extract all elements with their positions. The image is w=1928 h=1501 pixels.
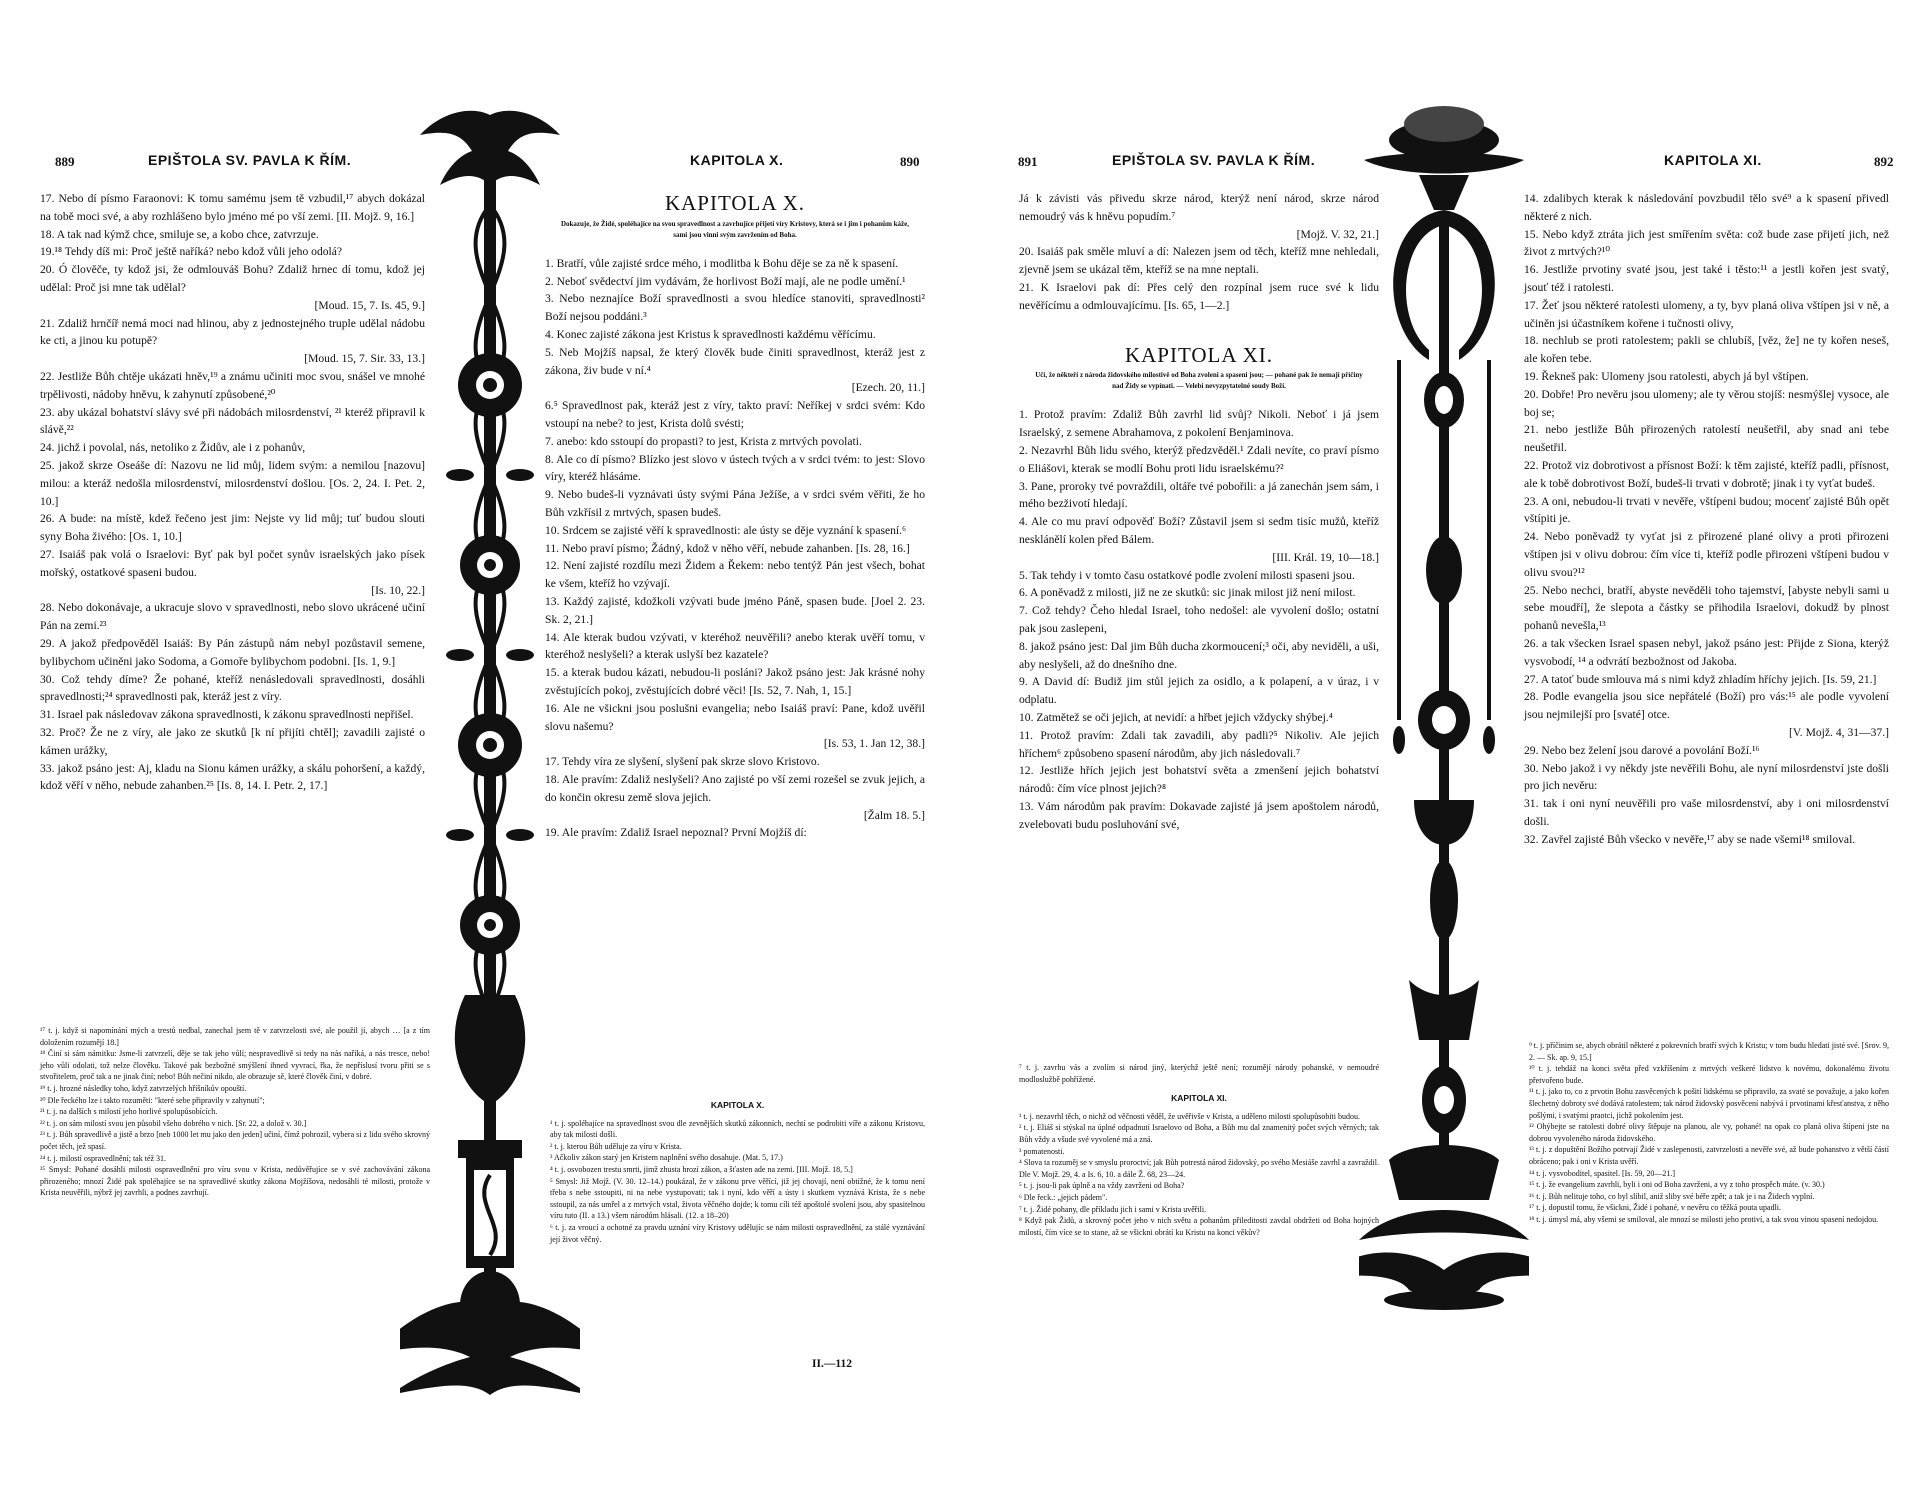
running-header-left: EPIŠTOLA SV. PAVLA K ŘÍM. bbox=[1112, 152, 1316, 168]
footnote: ⁴ Slova ta rozuměj se v smyslu proroctví; jak Bůh potrestá národ židovský, po svého Mesiáše zavrhl a zavraždil. Dle V. Mojž. 29, 4. a Is. 6, 10. a dále Ž. 68, 23—24. bbox=[1019, 1158, 1379, 1179]
verse-paragraph: Já k závisti vás přivedu skrze národ, kterýž není národ, skrze národ nemoudrý vás k hněvu popudím.⁷ bbox=[1019, 192, 1379, 223]
verse-paragraph: 20. Ó člověče, ty kdož jsi, že odmlouváš Bohu? Zdaliž hrnec dí tomu, kdož jej udělal: Proč jsi mne tak udělal? bbox=[40, 263, 425, 294]
verse-paragraph: 31. Israel pak následovav zákona spravedlnosti, k zákonu spravedlnosti nepřišel. bbox=[40, 708, 414, 722]
verse-paragraph: 30. Což tehdy díme? Že pohané, kteříž nenásledovali spravedlnosti, dosáhli spravedlnosti;²⁴ spravedlnosti pak, kteráž jest z víry. bbox=[40, 672, 425, 704]
footnotes-heading: KAPITOLA X. bbox=[710, 1100, 765, 1110]
verse-paragraph: 3. Pane, proroky tvé povraždili, oltáře tvé pobořili: a já zanechán jsem sám, i mého bezživotí hledají. bbox=[1019, 479, 1379, 511]
verse-paragraph: 1. Protož pravím: Zdaliž Bůh zavrhl lid svůj? Nikoli. Neboť i já jsem Israelský, z semene Abrahamova, z pokolení Benjaminova. bbox=[1019, 408, 1379, 440]
chapter-title: KAPITOLA XI. bbox=[1124, 342, 1274, 367]
verse-paragraph: 27. A tatoť bude smlouva má s nimi když zhladím hříchy jejich. [Is. 59, 21.] bbox=[1524, 672, 1877, 686]
verse-paragraph: 2. Nezavrhl Bůh lidu svého, kterýž předzvěděl.¹ Zdali nevíte, co praví písmo o Eliášovi, kterak se modlí Bohu proti lidu israelskému?² bbox=[1019, 443, 1379, 475]
verse-paragraph: 8. jakož psáno jest: Dal jim Bůh ducha zkormoucení;³ oči, aby neviděli, a uši, aby neslyšeli, až do dnešního dne. bbox=[1019, 639, 1379, 671]
verse-paragraph: 21. K Israelovi pak dí: Přes celý den rozpínal jsem ruce své k lidu nevěřícímu a odmlouvajícímu. [Is. 65, 1—2.] bbox=[1019, 280, 1379, 312]
ornamental-lamp-column bbox=[1359, 100, 1529, 1500]
verse-paragraph: 4. Konec zajisté zákona jest Kristus k spravedlnosti každému věřícímu. bbox=[545, 327, 876, 341]
verse-paragraph: 8. Ale co dí písmo? Blízko jest slovo v ústech tvých a v srdci tvém: to jest: Slovo víry, kteréž hlásáme. bbox=[545, 452, 925, 484]
verse-paragraph: 14. Ale kterak budou vzývati, v kteréhož neuvěřili? anebo kterak uvěří tomu, v kteréhož neslyšeli? a kterak uslyší bez kazatele? bbox=[545, 630, 925, 662]
footnotes-left bbox=[1019, 1062, 1379, 1238]
signature-mark: II.—112 bbox=[812, 1358, 852, 1370]
verse-paragraph: 7. anebo: kdo sstoupí do propasti? to jest, Krista z mrtvých povolati. bbox=[545, 434, 862, 448]
footnote: ² t. j. Eliáš si stýskal na úplné odpadnutí Israelovo od Boha, a Bůh mu dal znamenitý počet svých věrných; tak Bůh vždy a všude své vyvolené má a zná. bbox=[1019, 1123, 1379, 1144]
verse-paragraph: 2. Neboť svědectví jim vydávám, že horlivost Boží mají, ale ne podle umění.¹ bbox=[545, 274, 906, 288]
verse-paragraph: 10. Srdcem se zajisté věří k spravedlnosti: ale ústy se děje vyznání k spasení.⁶ bbox=[545, 523, 907, 537]
verse-paragraph: 6.⁵ Spravedlnost pak, kteráž jest z víry, takto praví: Neříkej v srdci svém: Kdo vstoupí na nebe? to jest, Krista dolů svésti; bbox=[545, 399, 925, 430]
verse-paragraph: [Is. 10, 22.] bbox=[371, 583, 425, 597]
footnote: ¹⁷ t. j. dopustil tomu, že všickni, Židé i pohané, v nevěru co těžká pouta upadli. bbox=[1529, 1203, 1782, 1213]
verse-paragraph: 19.¹⁸ Tehdy díš mi: Proč ještě naříká? nebo kdož vůli jeho odolá? bbox=[40, 245, 343, 259]
footnote: ¹⁸ Činí si sám námitku: Jsme-li zatvrzelí, děje se tak jeho vůlí; nespravedlivě si tedy na nás naříká, a nás tresce, nebo! jeho vůli odolati, tož nelze člověku. Takové pak bezbožné smýšlení ihned vyvrací, řka, že nepříslusí tvoru přiti se s stvořitelem, proč tak a ne jinak činí; nebo! Bůh nečiní nikdo, ale obrazuje sě, které člověk činí, v dobré. bbox=[40, 1049, 430, 1082]
verse-paragraph: 13. Vám národům pak pravím: Dokavade zajisté já jsem apoštolem národů, zvelebovati budu posluhování své, bbox=[1019, 799, 1379, 831]
text-column-right bbox=[545, 191, 925, 842]
verse-paragraph: 19. Řekneš pak: Ulomeny jsou ratolesti, abych já byl vštípen. bbox=[1524, 369, 1809, 383]
footnote: ¹⁹ t. j. hrozné následky toho, když zatvrzelých hříšníkův opouští. bbox=[40, 1083, 247, 1093]
verse-paragraph: 17. Nebo dí písmo Faraonovi: K tomu samému jsem tě vzbudil,¹⁷ abych dokázal na tobě moci své, a aby rozhlášeno bylo jméno mé po vší zemi. [II. Mojž. 9, 16.] bbox=[40, 192, 425, 223]
verse-paragraph: 24. Nebo poněvadž ty vyťat jsi z přirozené plané olivy a proti přirozeni vštípen jsi v olivu dobrou: čím více ti, kteříž podle přirozeni vštípeni budou v olivu svou?¹² bbox=[1524, 530, 1889, 579]
verse-paragraph: 18. Ale pravím: Zdaliž neslyšeli? Ano zajisté po vší zemi rozešel se zvuk jejich, a do končin okresu země slova jejich. bbox=[545, 772, 925, 804]
running-header-right: KAPITOLA X. bbox=[690, 152, 784, 168]
verse-paragraph: 33. jakož psáno jest: Aj, kladu na Sionu kámen urážky, a skálu pohoršení, a každý, kdož věří v něho, nebude zahanben.²⁵ [Is. 8, 14. I. Petr. 2, 17.] bbox=[40, 761, 425, 793]
footnotes-left bbox=[40, 1025, 430, 1199]
footnote: ² t. j. kterou Bůh uděluje za víru v Krista. bbox=[550, 1141, 682, 1151]
verse-paragraph: 12. Není zajisté rozdílu mezi Židem a Řekem: nebo tentýž Pán jest všech, bohat ke všem, kteříž ho vzývají. bbox=[545, 559, 925, 591]
verse-paragraph: [Ezech. 20, 11.] bbox=[851, 381, 925, 395]
footnote: ⁸ Když pak Židů, a skrovný počet jeho v nich světu a pohanům přileditosti zavdal obdržeti od Boha hojných milostí, čím více se to stane, až se všickni obrátí ku Kristu na konci věkův? bbox=[1019, 1216, 1379, 1237]
chapter-summary: Učí, že někteří z národa židovského milostivě od Boha zvoleni a spaseni jsou; — pohané pak že nemají příčiny nad Židy se vypínati. — Velebí nevyzpytatelné soudy Boží. bbox=[1035, 371, 1363, 391]
verse-paragraph: 13. Každý zajisté, kdožkoli vzývati bude jméno Páně, spasen bude. [Joel 2. 23. Sk. 2, 21.] bbox=[545, 594, 925, 626]
footnote: ¹³ t. j. z dopuštění Božího potrvají Židé v zaslepenosti, zatvrzelosti a nevěře své, až bude pohanstvo z větší částí obráceno; pak i oni v Krista uvěří. bbox=[1529, 1145, 1889, 1166]
verse-paragraph: 25. Nebo nechci, bratří, abyste nevěděli toho tajemství, [abyste nebyli sami u sebe moudří], že slepota a částky se přihodila Israelovi, dokudž by plnost pohanů nevešla,¹³ bbox=[1524, 583, 1889, 633]
verse-paragraph: [Mojž. V. 32, 21.] bbox=[1296, 227, 1379, 241]
footnote: ²² t. j. on sám milostí svou jen působil všeho dobrého v nich. [Sr. 22, a dolož v. 30.] bbox=[40, 1118, 307, 1128]
verse-paragraph: 16. Jestliže prvotiny svaté jsou, jest také i těsto:¹¹ a jestli kořen jest svatý, jsouť též i ratolesti. bbox=[1524, 263, 1889, 294]
verse-paragraph: 27. Isaiáš pak volá o Israelovi: Byť pak byl počet synův israelských jako písek mořský, ostatkové spaseni budou. bbox=[40, 547, 425, 579]
verse-paragraph: 31. tak i oni nyní neuvěřili pro vaše milosrdenství, aby i oni milosrdenství došli. bbox=[1524, 797, 1889, 828]
verse-paragraph: [V. Mojž. 4, 31—37.] bbox=[1789, 725, 1889, 739]
footnote: ²¹ t. j. na dalších s milostí jeho horlivé spolupůsobících. bbox=[40, 1107, 218, 1117]
footnote: ⁹ t. j. příčinim se, abych obrátil některé z pokrevních bratří svých k Kristu; v tom budu hledati jisté své. [Srov. 9, 2. — Sk. ap. 9, 15.] bbox=[1529, 1041, 1889, 1062]
verse-paragraph: 3. Nebo neznajíce Boží spravedlnosti a svou hledíce stanoviti, spravedlnosti² Boží nejsou poddáni.³ bbox=[545, 292, 925, 324]
verse-paragraph: 16. Ale ne všickni jsou poslušni evangelia; nebo Isaiáš praví: Pane, kdož uvěřil slovu našemu? bbox=[545, 701, 925, 733]
verse-paragraph: 21. Zdaliž hrnčíř nemá moci nad hlinou, aby z jednostejného truple udělal nádobu ke cti, a jinou ku potupě? bbox=[40, 316, 425, 348]
footnote: ⁴ t. j. osvobozen trestu smrti, jimž zhusta hrozí zákon, a šťasten ade na zemi. [III. Mojž. 18, 5.] bbox=[550, 1164, 853, 1174]
verse-paragraph: 32. Zavřel zajisté Bůh všecko v nevěře,¹⁷ aby se nade všemi¹⁸ smiloval. bbox=[1524, 832, 1856, 846]
verse-paragraph: 11. Protož pravím: Zdali tak zavadili, aby padli?⁵ Nikoliv. Ale jejich hříchem⁶ způsobeno spasení národům, aby jich následovali.⁷ bbox=[1019, 728, 1379, 760]
footnotes-heading: KAPITOLA XI. bbox=[1171, 1093, 1227, 1104]
verse-paragraph: 23. aby ukázal bohatství slávy své při nádobách milosrdenství, ²¹ kteréž připravil k slávě,²² bbox=[40, 405, 425, 437]
verse-paragraph: 14. zdalibych kterak k následování povzbudil tělo své⁹ a k spasení přivedl některé z nich. bbox=[1524, 192, 1889, 223]
verse-paragraph: 17. Tehdy víra ze slyšení, slyšení pak skrze slovo Kristovo. bbox=[545, 755, 820, 769]
verse-paragraph: 26. A bude: na místě, kdež řečeno jest jim: Nejste vy lid můj; tuť budou slouti syny Boha živého: [Os. 1, 10.] bbox=[40, 512, 425, 544]
verse-paragraph: 23. A oni, nebudou-li trvati v nevěře, vštípeni budou; mocenť zajisté Bůh opět vštípiti je. bbox=[1524, 494, 1889, 526]
running-header-left: EPIŠTOLA SV. PAVLA K ŘÍM. bbox=[148, 152, 352, 168]
verse-paragraph: [III. Král. 19, 10—18.] bbox=[1272, 550, 1379, 564]
verse-paragraph: 25. jakož skrze Oseáše dí: Nazovu ne lid můj, lidem svým: a nemilou [nazovu] milou: a kteráž nedošla milosrdenství, milosrdenství došlou. [Os. 2, 24. I. Pet. 2, 10.] bbox=[40, 458, 425, 508]
footnote: ⁶ Dle řeck.: „jejich pádem". bbox=[1019, 1192, 1108, 1202]
footnotes-right bbox=[550, 1100, 925, 1245]
right-page bbox=[964, 0, 1928, 1501]
footnote: ⁵ t. j. jsou-li pak úplně a na vždy zavrženi od Boha? bbox=[1019, 1181, 1185, 1191]
verse-paragraph: 15. Nebo když ztráta jich jest smířením světa: což bude zase přijetí jich, než život z mrtvých?¹⁰ bbox=[1524, 227, 1889, 259]
verse-paragraph: 22. Protož viz dobrotivost a přísnost Boží: k těm zajisté, kteříž padli, přísnost, ale k tobě dobrotivost Boží, budeš-li trvati v dobrotě; jinak i ty vyťat budeš. bbox=[1524, 458, 1889, 490]
footnote: ²³ t. j. Bůh spravedlivě a jistě a brzo [neb 1000 let mu jako den jeden] učiní, čímž pohrozil, vybera si z lidu svého skrovný počet těch, jež spasí. bbox=[40, 1130, 430, 1151]
verse-paragraph: 24. jichž i povolal, nás, netoliko z Židův, ale i z pohanův, bbox=[40, 441, 306, 455]
footnote: ¹ t. j. nezavrhl těch, o nichž od věčnosti věděl, že uvěřivše v Krista, a uděleno milosti spolupůsobiti budou. bbox=[1019, 1111, 1360, 1121]
verse-paragraph: 5. Tak tehdy i v tomto času ostatkové podle zvolení milosti spaseni jsou. bbox=[1019, 568, 1355, 582]
footnote: ¹² Ohýbejte se ratolesti dobré olivy štěpuje na planou, ale vy, pohané! na opak co planá oliva štípeni jste na dobrou vyvoleného národa židovského. bbox=[1529, 1122, 1889, 1143]
verse-paragraph: 21. nebo jestliže Bůh přirozených ratolestí neušetřil, aby snad ani tebe neušetřil. bbox=[1524, 423, 1889, 455]
verse-paragraph: 12. Jestliže hřích jejich jest bohatství světa a zmenšení jejich bohatství národů: čím více plnost jejich?⁸ bbox=[1019, 764, 1379, 796]
footnote: ¹⁷ t. j. když si napomínání mých a trestů nedbal, zanechal jsem tě v zatvrzelosti své, ale použil jí, abych … [a z tím doložením rozumějí 18.] bbox=[40, 1026, 430, 1047]
page-number-left: 889 bbox=[55, 154, 75, 169]
verse-paragraph: 28. Nebo dokonávaje, a ukracuje slovo v spravedlnosti, nebo slovo ukrácené učiní Pán na zemi.²³ bbox=[40, 601, 425, 633]
footnote: ¹ t. j. spoléhajíce na spravedlnost svou dle zevnějších skutků zákonních, nechtí se podrobiti víře a zákonu Kristovu, aby tak milosti došli. bbox=[550, 1118, 925, 1140]
verse-paragraph: 6. A poněvadž z milosti, již ne ze skutků: sic jinak milost již není milost. bbox=[1019, 586, 1356, 600]
footnote: ³ pomatenosti. bbox=[1019, 1146, 1065, 1156]
footnote: ¹⁸ t. j. úmysl má, aby všemi se smiloval, ale mnozí se milosti jeho protiví, a tak svou vinou spasení nedojdou. bbox=[1529, 1214, 1879, 1224]
text-column-left bbox=[1019, 190, 1379, 834]
verse-paragraph: 4. Ale co mu praví odpověď Boží? Zůstavil jsem si sedm tisíc mužů, kteříž nesklánělí kolen před Bálem. bbox=[1019, 515, 1379, 546]
footnote: ¹⁰ t. j. tehdáž na konci světa před vzkříšením z mrtvých veškeré lidstvo k novému, dokonalému životu přetvořeno bude. bbox=[1529, 1064, 1889, 1085]
verse-paragraph: 7. Což tehdy? Čeho hledal Israel, toho nedošel: ale vyvolení došlo; ostatní pak jsou zaslepeni, bbox=[1019, 604, 1379, 635]
footnote: ¹¹ t. j. jako to, co z prvotin Bohu zasvěcených k pošití lidskému se připravilo, za svaté se považuje, a jako kořen šlechetný dobroty své dodává ratolestem; tak národ židovský posvěcení nabývá i prvotinami křesťanstva, z něho pošlými, i svatými praotci, jichž pokolením jest. bbox=[1529, 1087, 1889, 1120]
chapter-summary: Dokazuje, že Židé, spoléhajíce na svou spravedlnost a zavrhujíce přijetí víry Kristovy, která se i jim i pohanům káže, sami jsou vinni svým zavržením od Boha. bbox=[560, 219, 910, 239]
verse-paragraph: 29. A jakož předpověděl Isaiáš: By Pán zástupů nám nebyl pozůstavil semene, bylibychom učiněni jako Sodoma, a Gomoře bylibychom podobni. [Is. 1, 9.] bbox=[40, 636, 425, 668]
footnote: ⁶ t. j. za vroucí a ochotné za pravdu uznání víry Kristovy udělujíc se nám milosti ospravedlnění, za stálé vyznávání její život věčný. bbox=[550, 1222, 925, 1244]
verse-paragraph: 29. Nebo bez želení jsou darové a povolání Boží.¹⁶ bbox=[1524, 743, 1760, 757]
verse-paragraph: 20. Isaiáš pak směle mluví a dí: Nalezen jsem od těch, kteříž mne nehledali, zjevně jsem se ukázal těm, kteříž se na mne neptali. bbox=[1019, 245, 1379, 277]
verse-paragraph: 5. Neb Mojžíš napsal, že který člověk bude činiti spravedlnost, kteráž jest z zákona, živ bude v ní.⁴ bbox=[545, 345, 925, 377]
verse-paragraph: 32. Proč? Že ne z víry, ale jako ze skutků [k ní přijíti chtěl]; zavadili zajisté o kámen urážky, bbox=[40, 725, 425, 757]
verse-paragraph: 9. A David dí: Budiž jim stůl jejich za osidlo, a k polapení, a v úraz, i v odplatu. bbox=[1019, 675, 1379, 707]
page-number-right: 890 bbox=[900, 154, 920, 169]
running-header-right: KAPITOLA XI. bbox=[1664, 152, 1762, 168]
verse-paragraph: 9. Nebo budeš-li vyznávati ústy svými Pána Ježíše, a v srdci svém věřiti, že ho Bůh vzkřísil z mrtvých, spasen budeš. bbox=[545, 488, 925, 519]
footnote: ⁵ Smysl: Již Mojž. (V. 30. 12–14.) poukázal, že v zákonu prve věřící, již jej chovají, není obtížné, že k tomu není třeba s nebe sstoupiti, ni na nebe vystupovati; tak i nyní, kdo věří a ústy i skutkem vyznává Krista, že s nebe sstoupil, za nás umřel a z mrtvých vstal, života věčného dojde; k tomu cíli též apoštolé svolení jsou, aby spasitelnou víru tuto (II. a 13.) všem národům hlásali. (12. a 18–20) bbox=[550, 1176, 925, 1221]
verse-paragraph: 20. Dobře! Pro nevěru jsou ulomeny; ale ty věrou stojíš: nesmýšlej vysoce, ale boj se; bbox=[1524, 387, 1889, 419]
verse-paragraph: [Moud. 15, 7. Is. 45, 9.] bbox=[314, 298, 425, 312]
verse-paragraph: 17. Žeť jsou některé ratolesti ulomeny, a ty, byv planá oliva vštípen jsi v ně, a učiněn jsi účastníkem kořene i tučnosti olivy, bbox=[1524, 298, 1889, 330]
verse-paragraph: 28. Podle evangelia jsou sice nepřátelé (Boží) pro vás:¹⁵ ale podle vyvolení jsou nejmilejší pro [svaté] otce. bbox=[1524, 690, 1889, 722]
footnote: ⁷ t. j. Židé pohany, dle příkladu jich i sami v Krista uvěřili. bbox=[1019, 1204, 1207, 1214]
verse-paragraph: 15. a kterak budou kázati, nebudou-li posláni? Jakož psáno jest: Jak krásné nohy zvěstujících pokoj, zvěstujících dobré věci! [Is. 52, 7. Nah, 1, 15.] bbox=[545, 666, 925, 697]
verse-paragraph: 19. Ale pravím: Zdaliž Israel nepoznal? První Mojžíš dí: bbox=[545, 826, 807, 840]
footnote: ²⁵ Smysl: Pohané dosáhli milosti ospravedlnění pro víru svou v Krista, nedůvěřujíce se v své zachovávání zákona přirozeného; mnozí Židé pak spoléhajíce se na spravedlivé skutky zákona Mojžíšova, nedosáhli té milosti, protože v Krista neuvěřili, nýbrž jej zavrhli, a podnes zavrhují. bbox=[40, 1165, 430, 1198]
verse-paragraph: 1. Bratří, vůle zajisté srdce mého, i modlitba k Bohu děje se za ně k spasení. bbox=[545, 256, 899, 270]
verse-paragraph: [Moud. 15, 7. Sir. 33, 13.] bbox=[304, 352, 425, 366]
page-number-right: 892 bbox=[1874, 154, 1894, 169]
verse-paragraph: 30. Nebo jakož i vy někdy jste nevěřili Bohu, ale nyní milosrdenství jste došli pro jich nevěru: bbox=[1524, 761, 1889, 793]
footnote: ²⁰ Dle řeckého lze i takto rozuměti: "které sebe připravily v zahynutí"; bbox=[40, 1095, 265, 1105]
text-column-right bbox=[1524, 190, 1889, 848]
verse-paragraph: 11. Nebo praví písmo; Žádný, kdož v něho věří, nebude zahanben. [Is. 28, 16.] bbox=[545, 541, 910, 555]
footnote: ³ Ačkoliv zákon starý jen Kristem naplnění svého dosahuje. (Mat. 5, 17.) bbox=[550, 1153, 783, 1163]
verse-paragraph: [Is. 53, 1. Jan 12, 38.] bbox=[823, 737, 925, 751]
verse-paragraph: 22. Jestliže Bůh chtěje ukázati hněv,¹⁹ a známu učiniti moc svou, snášel ve mnohé trpělivosti, nádoby hněvu, k zahynutí způsobené,²⁰ bbox=[40, 369, 425, 401]
footnote: ¹⁶ t. j. Bůh nelituje toho, co byl slíbil, aniž sliby své béře zpět; a tak je i na Židech vyplní. bbox=[1529, 1191, 1815, 1201]
chapter-title: KAPITOLA X. bbox=[664, 191, 806, 215]
footnotes-right bbox=[1529, 1040, 1889, 1226]
verse-paragraph: [Žalm 18. 5.] bbox=[863, 808, 925, 822]
footnote: ²⁴ t. j. milostí ospravedlnění; tak též 31. bbox=[40, 1153, 167, 1163]
verse-paragraph: 18. nechlub se proti ratolestem; pakli se chlubíš, [věz, že] ne ty kořen neseš, ale kořen tebe. bbox=[1524, 334, 1889, 366]
footnote: ¹⁴ t. j. vysvoboditel, spasitel. [Is. 59, 20—21.] bbox=[1529, 1168, 1676, 1178]
text-column-left bbox=[40, 190, 425, 795]
verse-paragraph: 26. a tak všecken Israel spasen nebyl, jakož psáno jest: Přijde z Siona, kterýž vysvobodí, ¹⁴ a odvrátí bezbožnost od Jakoba. bbox=[1524, 636, 1889, 668]
verse-paragraph: 10. Zatmětež se oči jejich, at nevidí: a hřbet jejich vždycky shýbej.⁴ bbox=[1019, 710, 1333, 724]
verse-paragraph: 18. A tak nad kýmž chce, smiluje se, a kobo chce, zatvrzuje. bbox=[40, 227, 319, 241]
footnote-top: ⁷ t. j. zavrhu vás a zvolím si národ jiný, kterýchž ještě není; rozumějí národy pohanské, v nemoudré modloslužbě pohřížené. bbox=[1019, 1063, 1379, 1084]
footnote: ¹⁵ t. j. že evangelium zavrhli, byli i oni od Boha zavrženi, a vy z toho prospěch máte. (v. 30.) bbox=[1529, 1180, 1825, 1190]
page-number-left: 891 bbox=[1018, 154, 1038, 169]
